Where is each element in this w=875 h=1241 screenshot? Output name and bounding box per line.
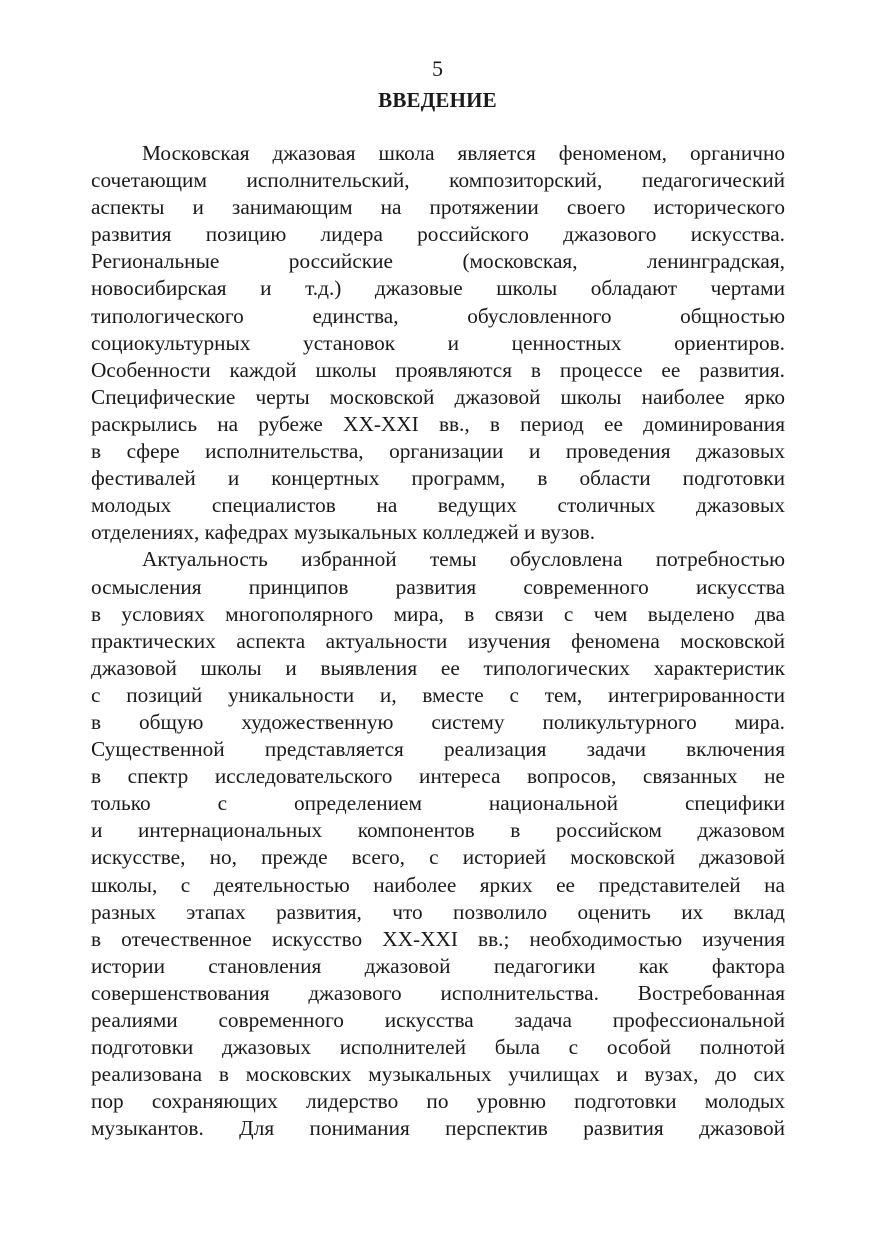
text-line: реалиями современного искусства задача профессиональной — [91, 1008, 785, 1032]
text-line: совершенствования джазового исполнительства. Востребованная — [91, 980, 785, 1005]
text-line: с позиций уникальности и, вместе с тем, интегрированности — [91, 682, 785, 707]
text-line: Существенной представляется реализация задачи включения — [91, 737, 785, 762]
text-line: в условиях многополярного мира, в связи с чем выделено два — [91, 601, 785, 626]
text-line: аспекты и занимающим на протяжении своего исторического — [91, 195, 785, 220]
text-line: только с определением национальной специфики — [91, 791, 785, 816]
text-line: отделениях, кафедрах музыкальных колледжей и вузов. — [91, 520, 596, 545]
body-text — [91, 140, 785, 1142]
text-line: музыкантов. Для понимания перспектив развития джазовой — [91, 1116, 785, 1141]
text-line: раскрылись на рубеже XX-XXI вв., в период ее доминирования — [91, 411, 785, 436]
text-line: Московская джазовая школа является феноменом, органично — [142, 141, 785, 165]
text-line: джазовой школы и выявления ее типологических характеристик — [91, 655, 785, 680]
text-line: молодых специалистов на ведущих столичных джазовых — [91, 493, 785, 518]
text-line: Специфические черты московской джазовой школы наиболее ярко — [91, 384, 785, 409]
text-line: социокультурных установок и ценностных ориентиров. — [91, 330, 785, 355]
text-line: пор сохраняющих лидерство по уровню подготовки молодых — [91, 1089, 785, 1114]
text-line: типологического единства, обусловленного общностью — [91, 303, 785, 328]
text-line: развития позицию лидера российского джазового искусства. — [91, 222, 785, 247]
text-line: Региональные российские (московская, ленинградская, — [91, 249, 785, 274]
text-line: в общую художественную систему поликультурного мира. — [91, 709, 785, 734]
text-line: школы, с деятельностью наиболее ярких ее представителей на — [91, 872, 785, 897]
text-line: практических аспекта актуальности изучения феномена московской — [91, 628, 785, 653]
page-number: 5 — [432, 56, 443, 81]
text-line: искусстве, но, прежде всего, с историей московской джазовой — [91, 845, 785, 870]
text-line: сочетающим исполнительский, композиторский, педагогический — [91, 168, 785, 193]
paragraph-2 — [91, 546, 785, 1142]
text-line: в отечественное искусство XX-XXI вв.; необходимостью изучения — [91, 926, 785, 951]
text-line: истории становления джазовой педагогики как фактора — [91, 953, 785, 978]
text-line: новосибирская и т.д.) джазовые школы обладают чертами — [91, 276, 785, 301]
page-heading: ВВЕДЕНИЕ — [378, 88, 497, 112]
text-line: разных этапах развития, что позволило оценить их вклад — [91, 899, 785, 924]
paragraph-1 — [91, 140, 785, 546]
text-line: фестивалей и концертных программ, в области подготовки — [91, 466, 785, 491]
text-line: Актуальность избранной темы обусловлена потребностью — [142, 547, 785, 572]
text-line: в сфере исполнительства, организации и проведения джазовых — [91, 439, 785, 464]
text-line: подготовки джазовых исполнителей была с особой полнотой — [91, 1035, 785, 1060]
text-line: реализована в московских музыкальных училищах и вузах, до сих — [91, 1062, 785, 1087]
text-line: Особенности каждой школы проявляются в процессе ее развития. — [91, 357, 785, 382]
text-line: осмысления принципов развития современного искусства — [91, 574, 785, 599]
text-line: и интернациональных компонентов в российском джазовом — [91, 818, 785, 843]
text-line: в спектр исследовательского интереса вопросов, связанных не — [91, 764, 785, 789]
